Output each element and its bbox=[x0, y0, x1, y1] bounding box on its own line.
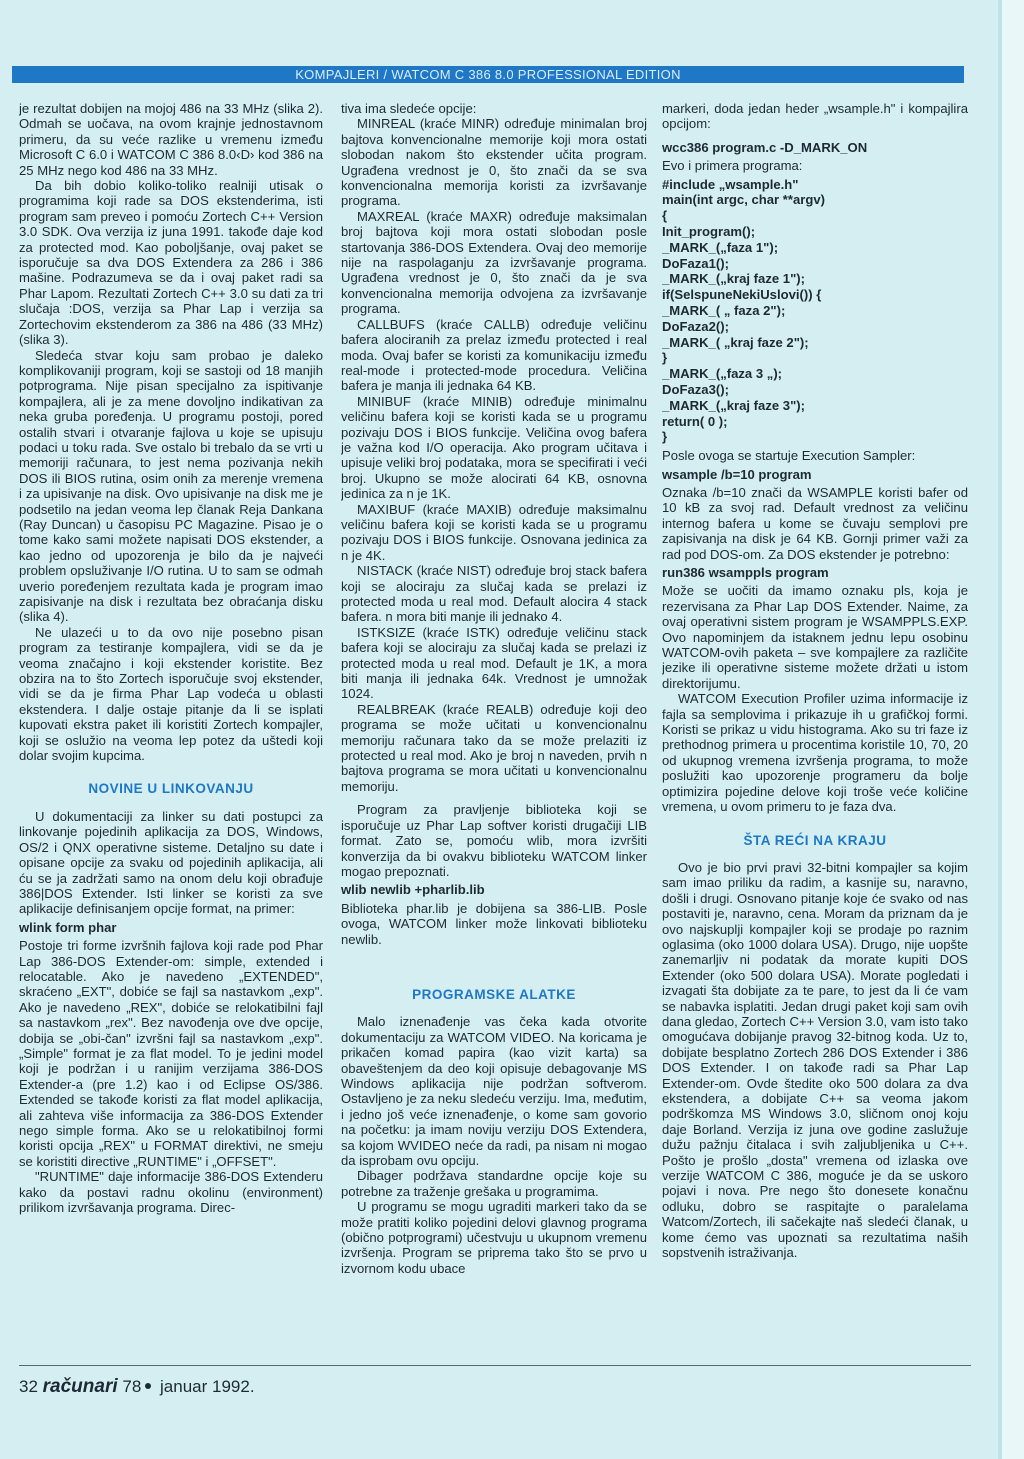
column-1 bbox=[19, 101, 323, 1363]
paragraph: Da bih dobio koliko-toliko realniji utisak o programima koji rade sa DOS ekstenderima, isti program sam preveo i pomoću Zortech C++ Version 3.0 SDK. Ova verzija iz juna 1991. takođe daje kod za protected mod. Kao poboljšanje, ovaj paket se isporučuje sa dva DOS Extendera za 286 i 386 mašine. Podrazumeva se da i ovaj paket radi sa Phar Lapom. Rezultati Zortech C++ 3.0 su dati za tri slučaja :DOS, verzija sa Phar Lap i verzija sa Zortechovim ekstenderom za 386 na 486 (33 MHz) (slika 3). bbox=[19, 178, 323, 348]
code-line: _MARK_(„kraj faze 3"); bbox=[662, 397, 806, 413]
paragraph: markeri, doda jedan heder „wsample.h" i kompajlira opcijom: bbox=[662, 101, 968, 132]
code-line: Init_program(); bbox=[662, 224, 756, 240]
paragraph: MINREAL (kraće MINR) određuje minimalan broj bajtova konvencionalne memorije koji mora ostati slobodan nakom što ekstender učita program. Ugrađena vrednost je 0, što znači da se sva konvencionalna memorija koristi za izvršavanje programa. bbox=[341, 116, 647, 209]
paragraph: CALLBUFS (kraće CALLB) određuje veličinu bafera alociranih za prelaz između protected i real moda. Ovaj bafer se koristi za komunikaciju između real-mode i protected-mode procedura. Veličina bafera je manja ili jednaka 64 KB. bbox=[341, 316, 647, 394]
paragraph: U programu se mogu ugraditi markeri tako da se može pratiti koliko pojedini delovi glavnog programa (obično potprogrami) učestvuju u ukupnom vremenu izvršenja. Program se pripremа tako što se prvo u izvornom kodu ubace bbox=[341, 1199, 647, 1276]
code-line: DoFaza3(); bbox=[662, 381, 729, 397]
paragraph: "RUNTIME" daje informacije 386-DOS Extenderu kako da postavi radnu okolinu (environment) prilikom izvršavanja programa. Direc- bbox=[19, 1169, 323, 1216]
paragraph: tiva ima sledeće opcije: bbox=[341, 101, 477, 116]
paragraph: MAXIBUF (kraće MAXIB) određuje maksimalnu veličinu bafera koji se koristi kada se u programu pozivaju DOS i BIOS funkcije. Osnovana jedinica za n je 4K. bbox=[341, 501, 647, 563]
section-heading: NOVINE U LINKOVANJU bbox=[88, 781, 254, 797]
code-line: wsample /b=10 program bbox=[662, 466, 812, 482]
code-line: wlink form phar bbox=[19, 919, 117, 935]
paragraph: je rezultat dobijen na mojoj 486 na 33 MHz (slika 2). Odmah se uočava, na ovom krajnje jednostavnom primeru, da su veće razlike u vremenu između Microsoft C 6.0 i WATCOM C 386 8.0‹D› kod 386 na 25 MHz nego kod 486 na 33 MHz. bbox=[19, 101, 323, 178]
code-line: _MARK_( „ faza 2"); bbox=[662, 303, 786, 318]
code-line: #include „wsample.h" bbox=[662, 176, 799, 192]
paragraph: REALBREAK (kraće REALB) određuje koji deo programa se može učitati u konvencionalnu memoriju računara tako da se može prelaziti iz protected u real mod. Ako je broj n naveden, prvih n bajtova programa se mora učitati u konvencionalnu memoriju. bbox=[341, 701, 647, 794]
paragraph: Ovo je bio prvi pravi 32-bitni kompajler sa kojim sam imao priliku da radim, a kasnije su, naravno, došli i drugi. Osnovano pitanje koje će svako od nas postaviti je, naravno, cena. Moram da priznam da je ovo najskuplji kompajler koji se prodaje po raznim oglasima (oko 1000 dolara USA). Drugo, nije uopšte zanemarljiv ni podatak da morate kupiti DOS Extender (oko 500 dolara USA). Morate pogledati i izvagati šta dobijate za te pare, to jest da li će vam se nabavka isplatiti. Jedan drugi paket koji sam ovih dana gledao, Zortech C++ Version 3.0, vam isto tako omogućava dobijanje pravog 32-bitnog koda. Uz to, dobijate besplatno Zortech 286 DOS Extender i 386 DOS Extender. I on takođe radi sa Phar Lap Extender-om. Ovde štedite oko 500 dolara za dva ekstendera, a dobijate C++ sa veoma jakom podrškomza MS Windows 3.0, sličnom onoj koju daje Borland. Verzija iz juna ove godine zaslužuje dužu pažnju čitalaca i svih zaljubljenika u C++. Pošto je prošlo „dosta" vremena od izlaska ove verzije WATCOM C 386, moguće je da se uskoro pojavi i nova. Pre nego što donesete konačnu odluku, dobro se raspitajte o paralelama Watcom/Zortech, ili sačekajte naš sledeći članak, u kome ćemo vas upoznati sa rezultatima naših sopstvenih istraživanja. bbox=[662, 859, 968, 1261]
code-line: _MARK_(„faza 1"); bbox=[662, 239, 779, 255]
paragraph: Oznaka /b=10 znači da WSAMPLE koristi bafer od 10 kB za svoj rad. Default vrednost za veličinu internog bafera u kome se čuvaju semplovi pre zapisivanja na disk je 64 KB. Gornji primer važi za rad pod DOS-om. Za DOS ekstender je potrebno: bbox=[662, 484, 968, 562]
code-line: _MARK_(„faza 3 „); bbox=[662, 366, 783, 382]
code-line: _MARK_( „kraj faze 2"); bbox=[662, 334, 809, 350]
column-2 bbox=[341, 101, 647, 1363]
paragraph: Ne ulazeći u to da ovo nije posebno pisan program za testiranje kompajlera, vidi se da je veoma značajno i koji ekstender koristite. Bez obzira na to što Zortech isporučuje svoj ekstender, vidi se da je firma Phar Lap vodeća u oblasti ekstendera. I dalje ostaje pitanje da li se isplati kupovati ekstra paket ili koristiti Zortech kompajler, koji se oslužio na veoma lep potez da uštedi koji dolar svojim kupcima. bbox=[19, 624, 323, 764]
code-line: main(int argc, char **argv) bbox=[662, 192, 825, 208]
code-line: if(SelspuneNekiUslovi()) { bbox=[662, 287, 822, 303]
code-block bbox=[662, 177, 968, 446]
page-number: 32 bbox=[19, 1377, 38, 1396]
column-3 bbox=[662, 101, 968, 1363]
footer-rule bbox=[19, 1365, 971, 1366]
paragraph: Postoje tri forme izvršnih fajlova koji rade pod Phar Lap 386-DOS Extender-om: simple, extended i relocatable. Ako je navedeno „EXTENDED", skraćeno „EXT", dobiće se fajl sa nastavkom „exp". Ako je navedeno „REX", dobiće se relokatibilni fajl sa nastavkom „rex". Bez navođenja ove dve opcije, dobija se „obi-čan" izvršni fajl sa nastavkom „exp". „Simple" format je za flat model. To je jedini model koji je podržan i u ranijim verzijama 386-DOS Extender-a (pre 1.2) kao i od Eclipse OS/386. Extended se takođe koristi za flat model aplikacija, ali zahteva više informacija za 386-DOS Extender nego simple forma. Ako se u relokatibilnoj formi koristi opcija „REX" u FORMAT direktivi, ne smeju se koristiti directive „RUNTIME" i „OFFSET". bbox=[19, 938, 323, 1169]
issue-number: 78 bbox=[122, 1377, 142, 1396]
code-line: DoFaza2(); bbox=[662, 318, 729, 334]
paragraph: MINIBUF (kraće MINIB) određuje minimalnu veličinu bafera koji se koristi kada se u programu pozivaju DOS i BIOS funkcije. Veličina ovog bafera je važna kod I/O operacija. Ako program učitava i upisuje veliki broj podataka, mora se specifirati i veći broj. Ukupno se može alocirati 64 KB, osnovna jedinica za n je 1K. bbox=[341, 393, 647, 502]
paragraph: Evo i primera programa: bbox=[662, 158, 803, 174]
paragraph: Malo iznenađenje vas čeka kada otvorite dokumentaciju za WATCOM VIDEO. Na koricama je prikačen komad papira (kao vizit karta) sa obaveštenjem da deo koji opisuje debagovanje MS Windows aplikacija nije podržan softverom. Ostavljeno je za neku sledeću verziju. Ima, međutim, i jedno još veće iznenađenje, o kome sam govorio na početku: ja imam noviju verziju DOS Extendera, sa kojom WVIDEO neće da radi, pa nisam ni mogao da isprobam ovu opciju. bbox=[341, 1014, 647, 1168]
section-heading: PROGRAMSKE ALATKE bbox=[412, 986, 576, 1002]
paragraph: WATCOM Execution Profiler uzima informacije iz fajla sa semplovima i prikazuje ih u grafičkoj formi. Koristi se prikaz u vidu histograma. Ako su tri faze iz prethodnog primera u procentima koristile 10, 70, 20 od ukupnog vremena izvršenja programa, to može poslužiti kao upozorenje programeru da bolje optimizira pojedine delove koji troše veće količine vremena, u ovom primeru to je faza dva. bbox=[662, 691, 968, 815]
paragraph: Biblioteka phar.lib je dobijena sa 386-LIB. Posle ovoga, WATCOM linker može linkovati biblioteku newlib. bbox=[341, 900, 647, 947]
code-line: _MARK_(„kraj faze 1"); bbox=[662, 271, 806, 287]
footer bbox=[19, 1375, 255, 1399]
paragraph: Može se uočiti da imamo oznaku pls, koja je rezervisana za Phar Lap DOS Extender. Naime, za ovaj operativni sistem program je WSAMPPLS.EXP. Ovo napominjem da istaknem jednu lepu osobinu WATCOM-ovih paketa – sve kompajlere za različite jezike ili operativne sisteme možete držati u istom direktorijumu. bbox=[662, 583, 968, 691]
paragraph: Sledeća stvar koju sam probao je daleko komplikovaniji program, koji se sastoji od 18 manjih potprograma. Nije pisan specijalno za ispitivanje kompajlera, ali je za mene dovoljno indikativan za neka gruba poređenja. U programu postoji, pored ostalih stvari i otvaranje fajlova u koje se upisuju podaci u toku rada. Sve ostalo bi trebalo da se vrti u memoriji računara, to jest nema pozivanja nekih DOS ili BIOS rutina, osim onih za merenje vremena i za upisivanje na disk. Ovo upisivanje na disk me je podsetilo na jedan veoma lep članak Reja Dankana (Ray Duncan) u časopisu PC Magazine. Pisao je o tome kako sami možete napisati DOS ekstender, a kao jedno od upozorenja je bilo da je najveći problem opsluživanje I/O rutina. U to sam se odmah uverio poređenjem rezultata kada je program imao zapisivanje na disk i rezultata bez obraćanja disku (slika 4). bbox=[19, 347, 323, 625]
paragraph: Posle ovoga se startuje Execution Sampler: bbox=[662, 448, 916, 464]
code-line: return( 0 ); bbox=[662, 413, 728, 429]
section-heading: ŠTA REĆI NA KRAJU bbox=[743, 832, 887, 848]
paragraph: MAXREAL (kraće MAXR) određuje maksimalan broj bajtova koji mora ostati slobodan posle startovanja 386-DOS Extendera. Ovaj deo memorije nije na raspolaganju za izvršavanje programa. Ugrađena vrednost je 0, što znači da je sva konvencionalna memorija odvojena za izvršavanje programa. bbox=[341, 208, 647, 317]
paragraph: U dokumentaciji za linker su dati postupci za linkovanje pojedinih aplikacija za DOS, Windows, OS/2 i QNX operativne sisteme. Detaljno su date i opisane opcije za svaku od pojedinih aplikacija, ali ću se ja zadržati samo na onom delu koji obrađuje 386|DOS Extender. Isti linker se koristi za sve aplikacije definisanjem opcije format, na primer: bbox=[19, 808, 323, 917]
paragraph: NISTACK (kraće NIST) određuje broj stack bafera koji se alociraju za slučaj kada se prelazi iz protected moda u real mod. Default alocira 4 stack bafera. n mora biti manje ili jednako 4. bbox=[341, 563, 647, 625]
bullet-icon bbox=[145, 1383, 151, 1389]
code-line: run386 wsamppls program bbox=[662, 565, 829, 581]
paragraph: ISTKSIZE (kraće ISTK) određuje veličinu stack bafera koji se alociraju za slučaj kada se prelazi iz protected moda u real mod. Default je 1K, a mora biti manja ili jednaka 64k. Vrednost je umnožak 1024. bbox=[341, 624, 647, 702]
code-line: } bbox=[662, 429, 668, 445]
code-line: { bbox=[662, 208, 668, 224]
issue-date: januar 1992. bbox=[160, 1377, 255, 1396]
code-line: wcc386 program.c -D_MARK_ON bbox=[662, 139, 868, 155]
paragraph: Dibager podržava standardne opcije koje su potrebne za traženje grešaka u programima. bbox=[341, 1168, 647, 1199]
code-line: } bbox=[662, 350, 668, 366]
code-line: DoFaza1(); bbox=[662, 255, 729, 271]
paragraph: Program za pravljenje biblioteka koji se isporučuje uz Phar Lap softver koristi drugačiji LIB format. Zato se, pomoću wlib, mora izvršiti konverzija da bi ovakvu biblioteku WATCOM linker mogao prepoznati. bbox=[341, 802, 647, 879]
section-header: KOMPAJLERI / WATCOM C 386 8.0 PROFESSIONAL EDITION bbox=[12, 66, 964, 83]
magazine-name: računari bbox=[42, 1376, 118, 1397]
page-edge bbox=[1002, 0, 1024, 1459]
code-line: wlib newlib +pharlib.lib bbox=[341, 882, 485, 898]
